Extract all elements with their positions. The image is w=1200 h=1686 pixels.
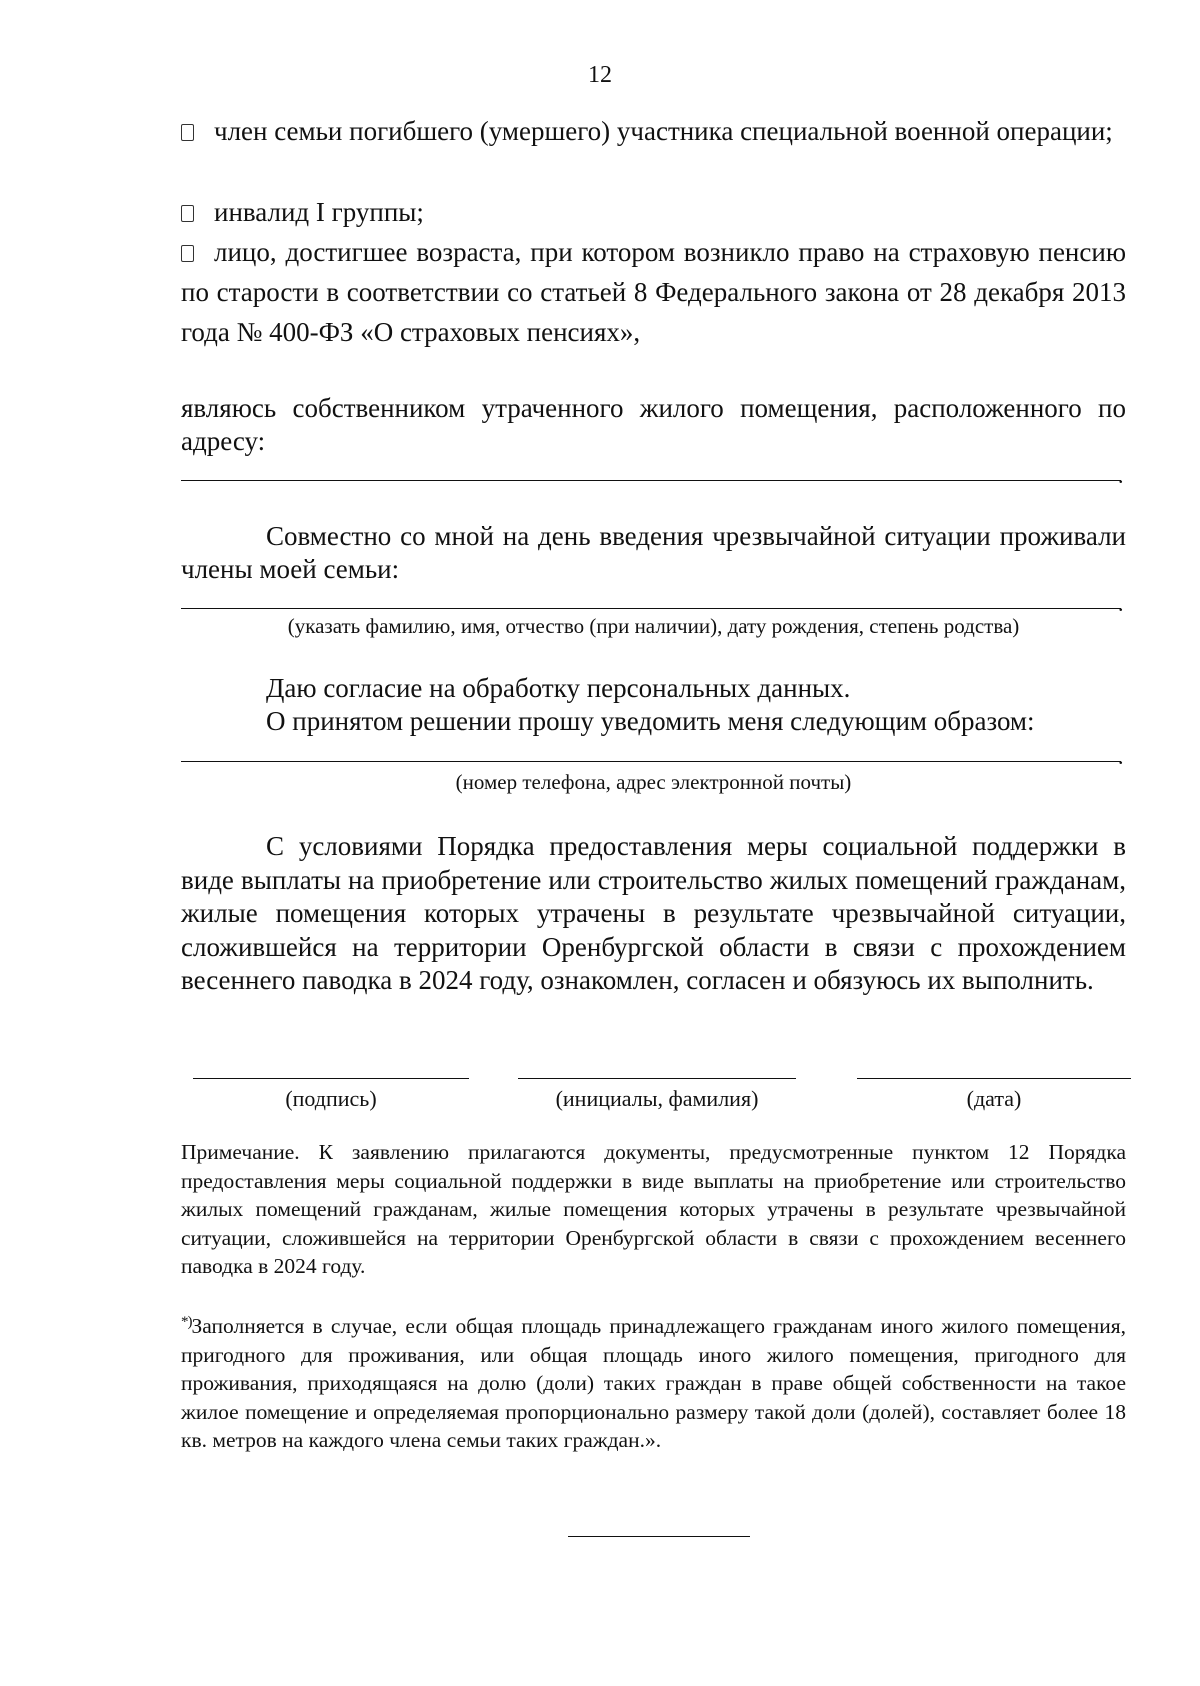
checkbox-icon[interactable]	[181, 245, 194, 262]
footnote-marker: *)	[181, 1314, 192, 1330]
footnote-text: Заполняется в случае, если общая площадь принадлежащего гражданам иного жилого помещения, пригодного для проживания, или общая площадь иного жилого помещения, пригодного для проживания, приходящаяся на долю (доли) таких граждан в праве общей собственности на такое жилое помещение и определяемая пропорционально размеру такой доли (долей), составляет более 18 кв. метров на каждого члена семьи таких граждан.».	[181, 1314, 1126, 1452]
contact-caption: (номер телефона, адрес электронной почты)	[455, 770, 852, 794]
name-label: (инициалы, фамилия)	[555, 1086, 759, 1111]
signature-label: (подпись)	[285, 1086, 377, 1111]
checkbox-icon[interactable]	[181, 205, 194, 222]
signature-line[interactable]	[193, 1078, 469, 1079]
contact-line-end: .	[1118, 744, 1124, 769]
name-line[interactable]	[518, 1078, 796, 1079]
date-line[interactable]	[857, 1078, 1131, 1079]
notify-statement: О принятом решении прошу уведомить меня следующим образом:	[266, 706, 1035, 736]
conditions-paragraph: С условиями Порядка предоставления меры социальной поддержки в виде выплаты на приобретение или строительство жилых помещений гражданам, жилые помещения которых утрачены в результате чрезвычайной ситуации, сложившейся на территории Оренбургской области в связи с прохождением весеннего паводка в 2024 году, ознакомлен, согласен и обязуюсь их выполнить.	[181, 831, 1126, 995]
page-number: 12	[588, 62, 612, 88]
family-statement: Совместно со мной на день введения чрезвычайной ситуации проживали члены моей семьи:	[181, 521, 1126, 584]
option-pension-age	[181, 232, 1126, 352]
family-caption: (указать фамилию, имя, отчество (при наличии), дату рождения, степень родства)	[287, 614, 1020, 638]
owner-statement: являюсь собственником утраченного жилого помещения, расположенного по адресу:	[181, 393, 1126, 456]
checkbox-icon[interactable]	[181, 124, 194, 141]
address-fill-line[interactable]	[181, 480, 1121, 481]
option-family-member-label: член семьи погибшего (умершего) участника специальной военной операции;	[214, 116, 1113, 146]
consent-statement: Даю согласие на обработку персональных данных.	[266, 673, 851, 703]
option-disabled-group-1-label: инвалид I группы;	[214, 197, 424, 227]
footnote-paragraph	[181, 1308, 1126, 1455]
contact-fill-line[interactable]	[181, 761, 1121, 762]
address-line-end: .	[1118, 463, 1124, 488]
family-fill-line[interactable]	[181, 608, 1121, 609]
date-label: (дата)	[966, 1086, 1022, 1111]
family-line-end: .	[1118, 591, 1124, 616]
option-family-member	[181, 111, 1126, 151]
option-disabled-group-1	[181, 192, 1126, 232]
note-paragraph: Примечание. К заявлению прилагаются документы, предусмотренные пунктом 12 Порядка предоставления меры социальной поддержки в виде выплаты на приобретение или строительство жилых помещений гражданам, жилые помещения которых утрачены в результате чрезвычайной ситуации, сложившейся на территории Оренбургской области в связи с прохождением весеннего паводка в 2024 году.	[181, 1140, 1126, 1278]
document-end-line	[568, 1536, 750, 1537]
option-pension-age-label: лицо, достигшее возраста, при котором возникло право на страховую пенсию по старости в соответствии со статьей 8 Федерального закона от 28 декабря 2013 года № 400-ФЗ «О страховых пенсиях»,	[181, 237, 1126, 347]
